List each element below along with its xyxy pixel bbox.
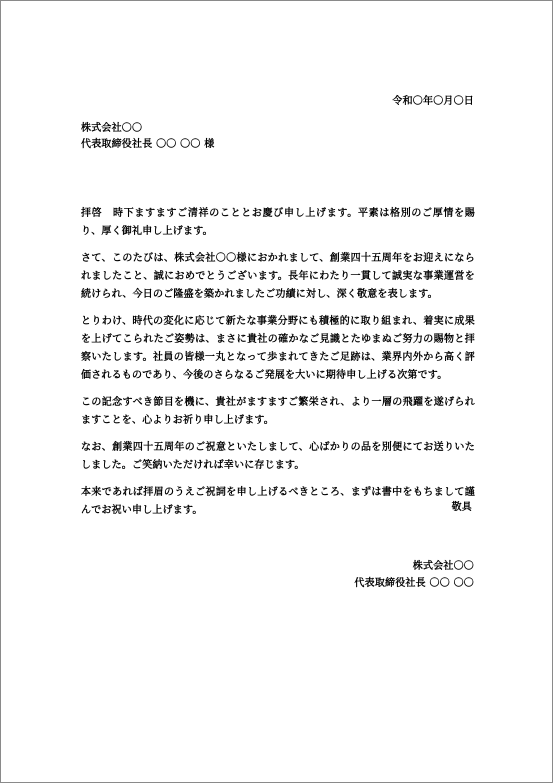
recipient-person: 代表取締役社長 〇〇 〇〇 様	[81, 139, 215, 150]
recipient-company: 株式会社〇〇	[81, 123, 143, 134]
sender-company: 株式会社〇〇	[412, 561, 474, 572]
paragraph-gift: なお、創業四十五周年のご祝意といたしまして、心ばかりの品を別便にてお送りいたしました。ご笑納いただければ幸いに存じます。	[81, 442, 475, 471]
paragraph-congratulations: さて、このたびは、株式会社〇〇様におかれまして、創業四十五周年をお迎えになられましたこと、誠におめでとうございます。長年にわたり一貫して誠実な事業運営を続けられ、今日のご隆盛を築かれましたご功績に対し、深く敬意を表します。	[81, 253, 475, 300]
letter-body	[81, 205, 475, 529]
letter-date: 令和〇年〇月〇日	[392, 96, 474, 107]
paragraph-praise: とりわけ、時代の変化に応じて新たな事業分野にも積極的に取り組まれ、着実に成果を上げてこられたご姿勢は、まさに貴社の確かなご見識とたゆまぬご努力の賜物と拝察いたします。社員の皆様一丸となって歩まれてきたご足跡は、業界内外から高く評価されるものであり、今後のさらなるご発展を大いに期待申し上げる次第です。	[81, 316, 475, 381]
closing-word: 敬具	[451, 502, 472, 513]
recipient-block	[81, 121, 214, 153]
paragraph-greeting: 拝啓 時下ますますご清祥のこととお慶び申し上げます。平素は格別のご厚情を賜り、厚く御礼申し上げます。	[81, 208, 475, 237]
sender-person: 代表取締役社長 〇〇 〇〇	[354, 578, 474, 589]
paragraph-conclusion: 本来であれば拝眉のうえご祝詞を申し上げるべきところ、まずは書中をもちまして謹んでお祝い申し上げます。	[81, 487, 475, 516]
paragraph-wishes: この記念すべき節目を機に、貴社がますますご繁栄され、より一層の飛躍を遂げられますことを、心よりお祈り申し上げます。	[81, 397, 475, 426]
sender-block	[354, 558, 474, 592]
